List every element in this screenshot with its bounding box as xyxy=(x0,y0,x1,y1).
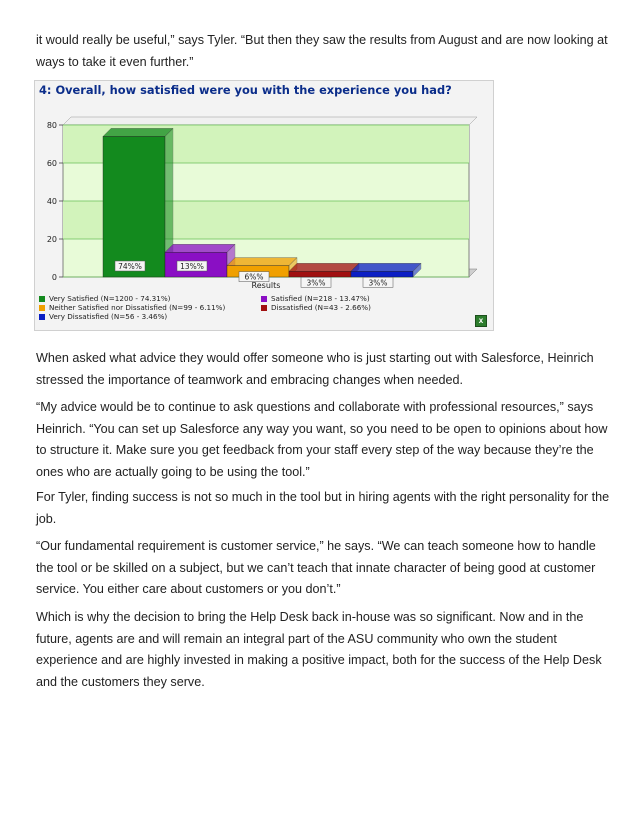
satisfaction-chart xyxy=(34,80,494,331)
legend-swatch xyxy=(39,296,45,302)
bar-top xyxy=(227,258,297,266)
y-tick-label: 60 xyxy=(46,159,57,168)
legend-item xyxy=(39,294,170,303)
legend-item xyxy=(39,312,167,321)
data-label: 13%% xyxy=(180,262,204,271)
legend-swatch xyxy=(39,305,45,311)
chart-title: 4: Overall, how satisfied were you with the experience you had? xyxy=(39,83,452,97)
article-paragraph: it would really be useful,” says Tyler. “But then they saw the results from August and are now looking at ways to take it even further.” xyxy=(36,33,608,69)
excel-icon[interactable]: x xyxy=(475,315,487,327)
legend-label: Dissatisfied (N=43 - 2.66%) xyxy=(271,303,371,312)
data-label: 3%% xyxy=(368,278,388,288)
legend-label: Satisfied (N=218 - 13.47%) xyxy=(271,294,370,303)
bar-top xyxy=(289,263,359,271)
x-axis-label: Results xyxy=(251,281,281,290)
bar-top xyxy=(351,263,421,271)
bar-top xyxy=(165,244,235,252)
article-paragraph: “My advice would be to continue to ask questions and collaborate with professional resources,” says Heinrich. “You can set up Salesforce any way you want, so you need to be open to opinions about how to structure it. Make sure you get feedback from your staff every step of the way because they’re the ones who are actually going to be using the tool.” xyxy=(36,400,608,479)
y-tick-label: 80 xyxy=(46,121,57,130)
data-label: 3%% xyxy=(306,278,326,288)
bar xyxy=(351,271,413,277)
legend-item xyxy=(261,294,370,303)
legend-swatch xyxy=(39,314,45,320)
y-tick-label: 40 xyxy=(46,197,57,206)
bar xyxy=(103,136,165,277)
legend-swatch xyxy=(261,296,267,302)
legend-swatch xyxy=(261,305,267,311)
y-tick-label: 0 xyxy=(51,273,57,282)
y-tick-label: 20 xyxy=(46,235,57,244)
plot-top xyxy=(63,117,477,125)
bar-top xyxy=(103,128,173,136)
legend-label: Very Dissatisfied (N=56 - 3.46%) xyxy=(49,312,168,321)
article-paragraph: When asked what advice they would offer someone who is just starting out with Salesforce, Heinrich stressed the importance of teamwork and embracing changes when needed. xyxy=(36,351,594,387)
legend-item xyxy=(261,303,371,312)
data-label: 74%% xyxy=(118,262,142,271)
bar xyxy=(289,271,351,277)
legend-item xyxy=(39,303,225,312)
data-label: 6%% xyxy=(244,272,264,282)
article-paragraph: Which is why the decision to bring the Help Desk back in-house was so significant. Now and in the future, agents are and will remain an integral part of the ASU community who own the student experience and are highly invested in making a positive impact, both for the success of the Help Desk and the customers they serve. xyxy=(36,610,602,689)
article-paragraph: For Tyler, finding success is not so much in the tool but in hiring agents with the right personality for the job. xyxy=(36,490,610,526)
legend-label: Neither Satisfied nor Dissatisfied (N=99 - 6.11%) xyxy=(49,303,226,312)
article-paragraph: “Our fundamental requirement is customer service,” he says. “We can teach someone how to handle the tool or be skilled on a subject, but we can’t teach that innate character of being good at customer service. You either care about customers or you don’t.” xyxy=(36,539,596,596)
legend-label: Very Satisfied (N=1200 - 74.31%) xyxy=(49,294,171,303)
